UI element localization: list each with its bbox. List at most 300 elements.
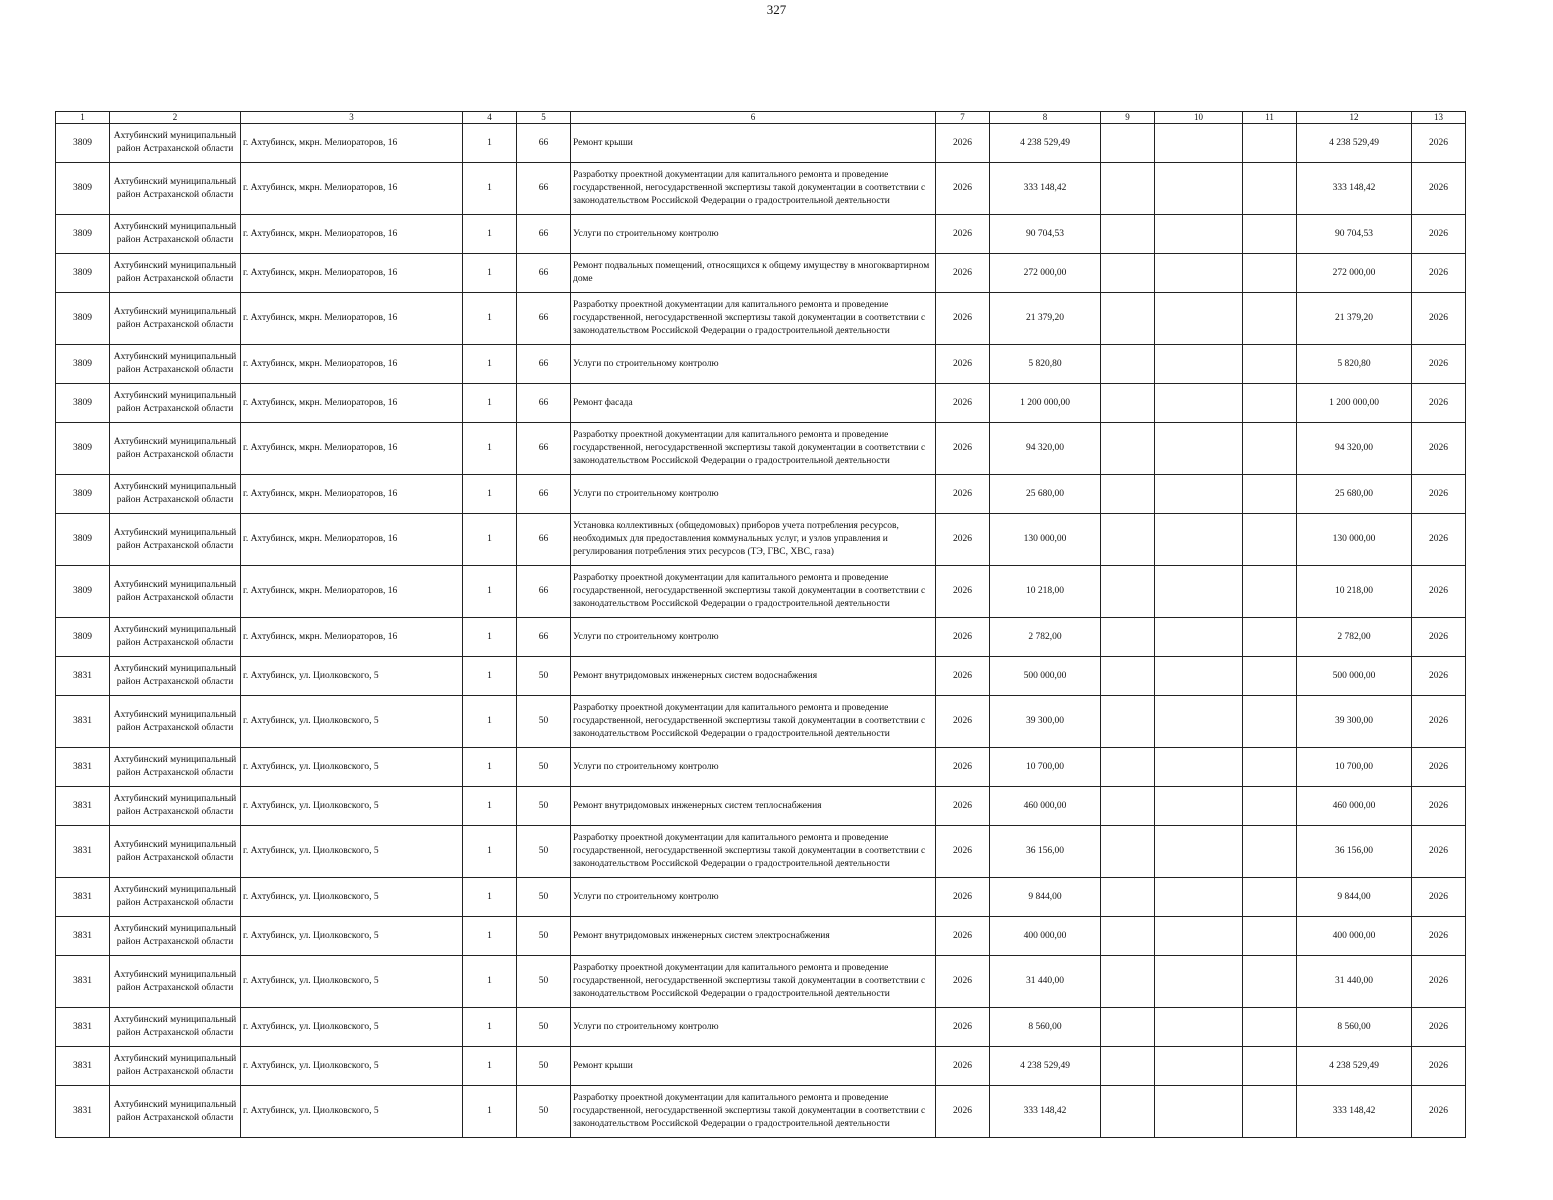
cell-col9 <box>1101 345 1155 384</box>
cell-col11 <box>1243 514 1297 566</box>
cell-address: г. Ахтубинск, мкрн. Мелиораторов, 16 <box>241 124 463 163</box>
cell-col5: 66 <box>517 618 571 657</box>
cell-col10 <box>1155 163 1243 215</box>
cell-id: 3809 <box>56 514 110 566</box>
cell-col11 <box>1243 163 1297 215</box>
column-header: 1 <box>56 112 110 124</box>
cell-cost-total: 5 820,80 <box>1297 345 1412 384</box>
cell-col5: 66 <box>517 514 571 566</box>
cell-cost: 500 000,00 <box>990 657 1101 696</box>
cell-cost-total: 36 156,00 <box>1297 826 1412 878</box>
cell-municipality: Ахтубинский муниципальный район Астраханской области <box>110 124 241 163</box>
cell-year-end: 2026 <box>1412 124 1466 163</box>
cell-address: г. Ахтубинск, ул. Циолковского, 5 <box>241 696 463 748</box>
cell-municipality: Ахтубинский муниципальный район Астраханской области <box>110 1086 241 1138</box>
cell-col11 <box>1243 384 1297 423</box>
cell-work-type: Ремонт фасада <box>571 384 936 423</box>
cell-address: г. Ахтубинск, ул. Циолковского, 5 <box>241 787 463 826</box>
cell-cost: 21 379,20 <box>990 293 1101 345</box>
cell-year-end: 2026 <box>1412 254 1466 293</box>
cell-id: 3809 <box>56 618 110 657</box>
cell-cost: 130 000,00 <box>990 514 1101 566</box>
cell-municipality: Ахтубинский муниципальный район Астраханской области <box>110 787 241 826</box>
cell-work-type: Разработку проектной документации для капитального ремонта и проведение государственной, негосударственной экспертизы такой документации в соответствии с законодательством Российской Федерации о градостроительной деятельности <box>571 163 936 215</box>
cell-municipality: Ахтубинский муниципальный район Астраханской области <box>110 345 241 384</box>
cell-col11 <box>1243 1086 1297 1138</box>
cell-address: г. Ахтубинск, мкрн. Мелиораторов, 16 <box>241 475 463 514</box>
cell-work-type: Ремонт внутридомовых инженерных систем водоснабжения <box>571 657 936 696</box>
cell-id: 3809 <box>56 293 110 345</box>
cell-year-end: 2026 <box>1412 917 1466 956</box>
cell-year: 2026 <box>936 566 990 618</box>
column-header: 5 <box>517 112 571 124</box>
cell-id: 3831 <box>56 826 110 878</box>
cell-col5: 50 <box>517 787 571 826</box>
cell-municipality: Ахтубинский муниципальный район Астраханской области <box>110 423 241 475</box>
cell-col4: 1 <box>463 163 517 215</box>
cell-year: 2026 <box>936 1086 990 1138</box>
cell-cost-total: 10 218,00 <box>1297 566 1412 618</box>
cell-cost-total: 10 700,00 <box>1297 748 1412 787</box>
cell-col10 <box>1155 215 1243 254</box>
cell-cost-total: 9 844,00 <box>1297 878 1412 917</box>
cell-col11 <box>1243 423 1297 475</box>
cell-cost: 400 000,00 <box>990 917 1101 956</box>
cell-id: 3831 <box>56 1047 110 1086</box>
cell-year-end: 2026 <box>1412 826 1466 878</box>
cell-col4: 1 <box>463 878 517 917</box>
cell-id: 3831 <box>56 1008 110 1047</box>
cell-col9 <box>1101 956 1155 1008</box>
column-header: 11 <box>1243 112 1297 124</box>
table-row <box>56 1047 1466 1086</box>
cell-year: 2026 <box>936 748 990 787</box>
cell-col11 <box>1243 1008 1297 1047</box>
cell-year-end: 2026 <box>1412 345 1466 384</box>
cell-address: г. Ахтубинск, ул. Циолковского, 5 <box>241 1086 463 1138</box>
cell-col5: 66 <box>517 345 571 384</box>
cell-year: 2026 <box>936 124 990 163</box>
cell-cost-total: 333 148,42 <box>1297 1086 1412 1138</box>
cell-col5: 66 <box>517 475 571 514</box>
cell-year: 2026 <box>936 696 990 748</box>
cell-col10 <box>1155 956 1243 1008</box>
cell-work-type: Разработку проектной документации для капитального ремонта и проведение государственной, негосударственной экспертизы такой документации в соответствии с законодательством Российской Федерации о градостроительной деятельности <box>571 566 936 618</box>
cell-col5: 50 <box>517 917 571 956</box>
cell-col5: 66 <box>517 163 571 215</box>
cell-year: 2026 <box>936 215 990 254</box>
cell-year: 2026 <box>936 384 990 423</box>
cell-col11 <box>1243 475 1297 514</box>
cell-municipality: Ахтубинский муниципальный район Астраханской области <box>110 254 241 293</box>
column-header: 4 <box>463 112 517 124</box>
cell-col10 <box>1155 917 1243 956</box>
cell-col9 <box>1101 618 1155 657</box>
cell-year: 2026 <box>936 878 990 917</box>
cell-col10 <box>1155 878 1243 917</box>
cell-address: г. Ахтубинск, ул. Циолковского, 5 <box>241 1047 463 1086</box>
table-row <box>56 423 1466 475</box>
table-row <box>56 787 1466 826</box>
cell-address: г. Ахтубинск, ул. Циолковского, 5 <box>241 956 463 1008</box>
table-row <box>56 254 1466 293</box>
cell-id: 3809 <box>56 163 110 215</box>
cell-municipality: Ахтубинский муниципальный район Астраханской области <box>110 566 241 618</box>
cell-id: 3831 <box>56 917 110 956</box>
cell-cost: 4 238 529,49 <box>990 124 1101 163</box>
cell-col5: 50 <box>517 1047 571 1086</box>
cell-col9 <box>1101 1008 1155 1047</box>
cell-id: 3809 <box>56 423 110 475</box>
cell-col10 <box>1155 696 1243 748</box>
cell-municipality: Ахтубинский муниципальный район Астраханской области <box>110 956 241 1008</box>
cell-year-end: 2026 <box>1412 293 1466 345</box>
cell-year: 2026 <box>936 826 990 878</box>
table-row <box>56 514 1466 566</box>
cell-work-type: Услуги по строительному контролю <box>571 618 936 657</box>
cell-municipality: Ахтубинский муниципальный район Астраханской области <box>110 657 241 696</box>
cell-work-type: Услуги по строительному контролю <box>571 1008 936 1047</box>
column-header: 7 <box>936 112 990 124</box>
cell-year-end: 2026 <box>1412 163 1466 215</box>
cell-year: 2026 <box>936 254 990 293</box>
cell-work-type: Разработку проектной документации для капитального ремонта и проведение государственной, негосударственной экспертизы такой документации в соответствии с законодательством Российской Федерации о градостроительной деятельности <box>571 826 936 878</box>
cell-cost: 2 782,00 <box>990 618 1101 657</box>
cell-col4: 1 <box>463 124 517 163</box>
table-row <box>56 384 1466 423</box>
cell-id: 3831 <box>56 696 110 748</box>
cell-col5: 50 <box>517 826 571 878</box>
cell-year-end: 2026 <box>1412 384 1466 423</box>
cell-cost-total: 94 320,00 <box>1297 423 1412 475</box>
cell-cost-total: 500 000,00 <box>1297 657 1412 696</box>
cell-address: г. Ахтубинск, ул. Циолковского, 5 <box>241 657 463 696</box>
cell-cost: 36 156,00 <box>990 826 1101 878</box>
cell-year-end: 2026 <box>1412 215 1466 254</box>
table-row <box>56 566 1466 618</box>
cell-cost: 460 000,00 <box>990 787 1101 826</box>
table-row <box>56 163 1466 215</box>
cell-year: 2026 <box>936 475 990 514</box>
table-row <box>56 1008 1466 1047</box>
cell-cost: 272 000,00 <box>990 254 1101 293</box>
cell-col5: 66 <box>517 384 571 423</box>
cell-col10 <box>1155 748 1243 787</box>
column-header: 2 <box>110 112 241 124</box>
cell-year: 2026 <box>936 787 990 826</box>
cell-col9 <box>1101 917 1155 956</box>
cell-address: г. Ахтубинск, мкрн. Мелиораторов, 16 <box>241 254 463 293</box>
cell-municipality: Ахтубинский муниципальный район Астраханской области <box>110 163 241 215</box>
cell-cost: 10 700,00 <box>990 748 1101 787</box>
cell-col9 <box>1101 657 1155 696</box>
cell-work-type: Установка коллективных (общедомовых) приборов учета потребления ресурсов, необходимых для предоставления коммунальных услуг, и узлов управления и регулирования потребления этих ресурсов (ТЭ, ГВС, ХВС, газа) <box>571 514 936 566</box>
cell-col9 <box>1101 124 1155 163</box>
cell-cost-total: 8 560,00 <box>1297 1008 1412 1047</box>
cell-year: 2026 <box>936 514 990 566</box>
cell-cost-total: 400 000,00 <box>1297 917 1412 956</box>
table-row <box>56 917 1466 956</box>
cell-col4: 1 <box>463 657 517 696</box>
cell-cost-total: 4 238 529,49 <box>1297 1047 1412 1086</box>
cell-col11 <box>1243 215 1297 254</box>
cell-col10 <box>1155 1047 1243 1086</box>
cell-year: 2026 <box>936 657 990 696</box>
cell-address: г. Ахтубинск, мкрн. Мелиораторов, 16 <box>241 384 463 423</box>
page-number: 327 <box>766 2 787 17</box>
cell-cost: 31 440,00 <box>990 956 1101 1008</box>
cell-year-end: 2026 <box>1412 748 1466 787</box>
cell-cost-total: 21 379,20 <box>1297 293 1412 345</box>
cell-work-type: Разработку проектной документации для капитального ремонта и проведение государственной, негосударственной экспертизы такой документации в соответствии с законодательством Российской Федерации о градостроительной деятельности <box>571 423 936 475</box>
table-row <box>56 696 1466 748</box>
cell-cost: 25 680,00 <box>990 475 1101 514</box>
cell-address: г. Ахтубинск, мкрн. Мелиораторов, 16 <box>241 618 463 657</box>
cell-cost-total: 333 148,42 <box>1297 163 1412 215</box>
cell-year-end: 2026 <box>1412 787 1466 826</box>
cell-work-type: Услуги по строительному контролю <box>571 475 936 514</box>
cell-cost: 39 300,00 <box>990 696 1101 748</box>
cell-col4: 1 <box>463 215 517 254</box>
cell-cost-total: 25 680,00 <box>1297 475 1412 514</box>
cell-year: 2026 <box>936 618 990 657</box>
cell-work-type: Услуги по строительному контролю <box>571 215 936 254</box>
table-row <box>56 124 1466 163</box>
cell-id: 3809 <box>56 254 110 293</box>
cell-col4: 1 <box>463 384 517 423</box>
cell-work-type: Разработку проектной документации для капитального ремонта и проведение государственной, негосударственной экспертизы такой документации в соответствии с законодательством Российской Федерации о градостроительной деятельности <box>571 293 936 345</box>
cell-year-end: 2026 <box>1412 475 1466 514</box>
cell-cost-total: 130 000,00 <box>1297 514 1412 566</box>
cell-col11 <box>1243 566 1297 618</box>
cell-col5: 66 <box>517 215 571 254</box>
cell-cost: 4 238 529,49 <box>990 1047 1101 1086</box>
table-row <box>56 1086 1466 1138</box>
cell-col4: 1 <box>463 696 517 748</box>
cell-address: г. Ахтубинск, мкрн. Мелиораторов, 16 <box>241 163 463 215</box>
cell-col4: 1 <box>463 423 517 475</box>
cell-year: 2026 <box>936 163 990 215</box>
cell-municipality: Ахтубинский муниципальный район Астраханской области <box>110 748 241 787</box>
cell-col4: 1 <box>463 345 517 384</box>
cell-year-end: 2026 <box>1412 1008 1466 1047</box>
cell-address: г. Ахтубинск, мкрн. Мелиораторов, 16 <box>241 423 463 475</box>
cell-cost: 5 820,80 <box>990 345 1101 384</box>
cell-col9 <box>1101 293 1155 345</box>
table-row <box>56 878 1466 917</box>
cell-address: г. Ахтубинск, мкрн. Мелиораторов, 16 <box>241 215 463 254</box>
cell-work-type: Ремонт подвальных помещений, относящихся к общему имуществу в многоквартирном доме <box>571 254 936 293</box>
cell-col11 <box>1243 254 1297 293</box>
cell-address: г. Ахтубинск, ул. Циолковского, 5 <box>241 748 463 787</box>
cell-col5: 50 <box>517 878 571 917</box>
cell-id: 3831 <box>56 748 110 787</box>
cell-col5: 50 <box>517 657 571 696</box>
table-row <box>56 345 1466 384</box>
cell-cost-total: 1 200 000,00 <box>1297 384 1412 423</box>
cell-col4: 1 <box>463 293 517 345</box>
table-row <box>56 748 1466 787</box>
cell-year-end: 2026 <box>1412 1047 1466 1086</box>
cell-cost: 94 320,00 <box>990 423 1101 475</box>
cell-municipality: Ахтубинский муниципальный район Астраханской области <box>110 1047 241 1086</box>
cell-address: г. Ахтубинск, ул. Циолковского, 5 <box>241 917 463 956</box>
cell-col5: 50 <box>517 1008 571 1047</box>
cell-col11 <box>1243 618 1297 657</box>
cell-col10 <box>1155 475 1243 514</box>
cell-cost: 10 218,00 <box>990 566 1101 618</box>
cell-year-end: 2026 <box>1412 423 1466 475</box>
cell-col11 <box>1243 345 1297 384</box>
cell-id: 3831 <box>56 787 110 826</box>
cell-col10 <box>1155 124 1243 163</box>
cell-col9 <box>1101 696 1155 748</box>
cell-work-type: Разработку проектной документации для капитального ремонта и проведение государственной, негосударственной экспертизы такой документации в соответствии с законодательством Российской Федерации о градостроительной деятельности <box>571 1086 936 1138</box>
cell-work-type: Ремонт внутридомовых инженерных систем электроснабжения <box>571 917 936 956</box>
cell-id: 3809 <box>56 124 110 163</box>
cell-cost: 333 148,42 <box>990 1086 1101 1138</box>
cell-municipality: Ахтубинский муниципальный район Астраханской области <box>110 215 241 254</box>
cell-address: г. Ахтубинск, ул. Циолковского, 5 <box>241 826 463 878</box>
cell-col11 <box>1243 696 1297 748</box>
cell-cost-total: 2 782,00 <box>1297 618 1412 657</box>
cell-year-end: 2026 <box>1412 1086 1466 1138</box>
column-header: 13 <box>1412 112 1466 124</box>
cell-col11 <box>1243 748 1297 787</box>
cell-year-end: 2026 <box>1412 618 1466 657</box>
cell-col5: 66 <box>517 293 571 345</box>
cell-municipality: Ахтубинский муниципальный район Астраханской области <box>110 878 241 917</box>
cell-address: г. Ахтубинск, ул. Циолковского, 5 <box>241 878 463 917</box>
cell-year: 2026 <box>936 956 990 1008</box>
cell-col10 <box>1155 787 1243 826</box>
cell-col5: 66 <box>517 566 571 618</box>
cell-year: 2026 <box>936 1047 990 1086</box>
cell-col9 <box>1101 1047 1155 1086</box>
cell-year-end: 2026 <box>1412 514 1466 566</box>
cell-col10 <box>1155 657 1243 696</box>
cell-col5: 66 <box>517 124 571 163</box>
cell-col10 <box>1155 384 1243 423</box>
cell-work-type: Ремонт крыши <box>571 1047 936 1086</box>
cell-col9 <box>1101 163 1155 215</box>
cell-col10 <box>1155 1008 1243 1047</box>
cell-year: 2026 <box>936 1008 990 1047</box>
cell-cost: 90 704,53 <box>990 215 1101 254</box>
cell-work-type: Услуги по строительному контролю <box>571 878 936 917</box>
cell-cost-total: 90 704,53 <box>1297 215 1412 254</box>
cell-col11 <box>1243 1047 1297 1086</box>
cell-col11 <box>1243 657 1297 696</box>
cell-col5: 50 <box>517 748 571 787</box>
cell-year: 2026 <box>936 345 990 384</box>
cell-work-type: Разработку проектной документации для капитального ремонта и проведение государственной, негосударственной экспертизы такой документации в соответствии с законодательством Российской Федерации о градостроительной деятельности <box>571 956 936 1008</box>
cell-col4: 1 <box>463 1008 517 1047</box>
cell-id: 3809 <box>56 345 110 384</box>
cell-col9 <box>1101 254 1155 293</box>
cell-col4: 1 <box>463 956 517 1008</box>
column-header: 10 <box>1155 112 1243 124</box>
cell-year-end: 2026 <box>1412 696 1466 748</box>
cell-year: 2026 <box>936 293 990 345</box>
cell-col9 <box>1101 514 1155 566</box>
cell-col10 <box>1155 514 1243 566</box>
cell-municipality: Ахтубинский муниципальный район Астраханской области <box>110 826 241 878</box>
cell-cost: 1 200 000,00 <box>990 384 1101 423</box>
cell-year: 2026 <box>936 917 990 956</box>
cell-col9 <box>1101 423 1155 475</box>
cell-work-type: Ремонт крыши <box>571 124 936 163</box>
column-header: 6 <box>571 112 936 124</box>
cell-cost-total: 4 238 529,49 <box>1297 124 1412 163</box>
cell-col4: 1 <box>463 514 517 566</box>
cell-id: 3831 <box>56 1086 110 1138</box>
cell-id: 3809 <box>56 475 110 514</box>
cell-col10 <box>1155 293 1243 345</box>
cell-work-type: Услуги по строительному контролю <box>571 345 936 384</box>
cell-col4: 1 <box>463 566 517 618</box>
table-row <box>56 293 1466 345</box>
cell-col4: 1 <box>463 1086 517 1138</box>
cell-address: г. Ахтубинск, мкрн. Мелиораторов, 16 <box>241 293 463 345</box>
cell-col9 <box>1101 878 1155 917</box>
cell-col11 <box>1243 878 1297 917</box>
cell-col9 <box>1101 826 1155 878</box>
cell-col5: 50 <box>517 696 571 748</box>
cell-col11 <box>1243 917 1297 956</box>
cell-col10 <box>1155 566 1243 618</box>
cell-col9 <box>1101 384 1155 423</box>
cell-col11 <box>1243 956 1297 1008</box>
cell-address: г. Ахтубинск, ул. Циолковского, 5 <box>241 1008 463 1047</box>
cell-col5: 66 <box>517 423 571 475</box>
table-row <box>56 618 1466 657</box>
cell-municipality: Ахтубинский муниципальный район Астраханской области <box>110 293 241 345</box>
table-row <box>56 956 1466 1008</box>
cell-col10 <box>1155 345 1243 384</box>
cell-work-type: Разработку проектной документации для капитального ремонта и проведение государственной, негосударственной экспертизы такой документации в соответствии с законодательством Российской Федерации о градостроительной деятельности <box>571 696 936 748</box>
table-body <box>56 124 1466 1138</box>
cell-year-end: 2026 <box>1412 566 1466 618</box>
cell-col10 <box>1155 826 1243 878</box>
cell-col9 <box>1101 215 1155 254</box>
cell-year-end: 2026 <box>1412 657 1466 696</box>
cell-col4: 1 <box>463 618 517 657</box>
cell-id: 3831 <box>56 956 110 1008</box>
cell-col9 <box>1101 566 1155 618</box>
cell-col4: 1 <box>463 826 517 878</box>
table-row <box>56 215 1466 254</box>
cell-col9 <box>1101 475 1155 514</box>
cell-address: г. Ахтубинск, мкрн. Мелиораторов, 16 <box>241 514 463 566</box>
cell-municipality: Ахтубинский муниципальный район Астраханской области <box>110 1008 241 1047</box>
cell-municipality: Ахтубинский муниципальный район Астраханской области <box>110 917 241 956</box>
column-header: 3 <box>241 112 463 124</box>
cell-col9 <box>1101 748 1155 787</box>
cell-col4: 1 <box>463 748 517 787</box>
cell-address: г. Ахтубинск, мкрн. Мелиораторов, 16 <box>241 345 463 384</box>
column-header: 12 <box>1297 112 1412 124</box>
cell-col4: 1 <box>463 475 517 514</box>
cell-work-type: Услуги по строительному контролю <box>571 748 936 787</box>
cell-municipality: Ахтубинский муниципальный район Астраханской области <box>110 696 241 748</box>
cell-col10 <box>1155 618 1243 657</box>
cell-id: 3809 <box>56 384 110 423</box>
cell-year-end: 2026 <box>1412 878 1466 917</box>
cell-work-type: Ремонт внутридомовых инженерных систем теплоснабжения <box>571 787 936 826</box>
cell-col11 <box>1243 826 1297 878</box>
cell-col5: 50 <box>517 956 571 1008</box>
